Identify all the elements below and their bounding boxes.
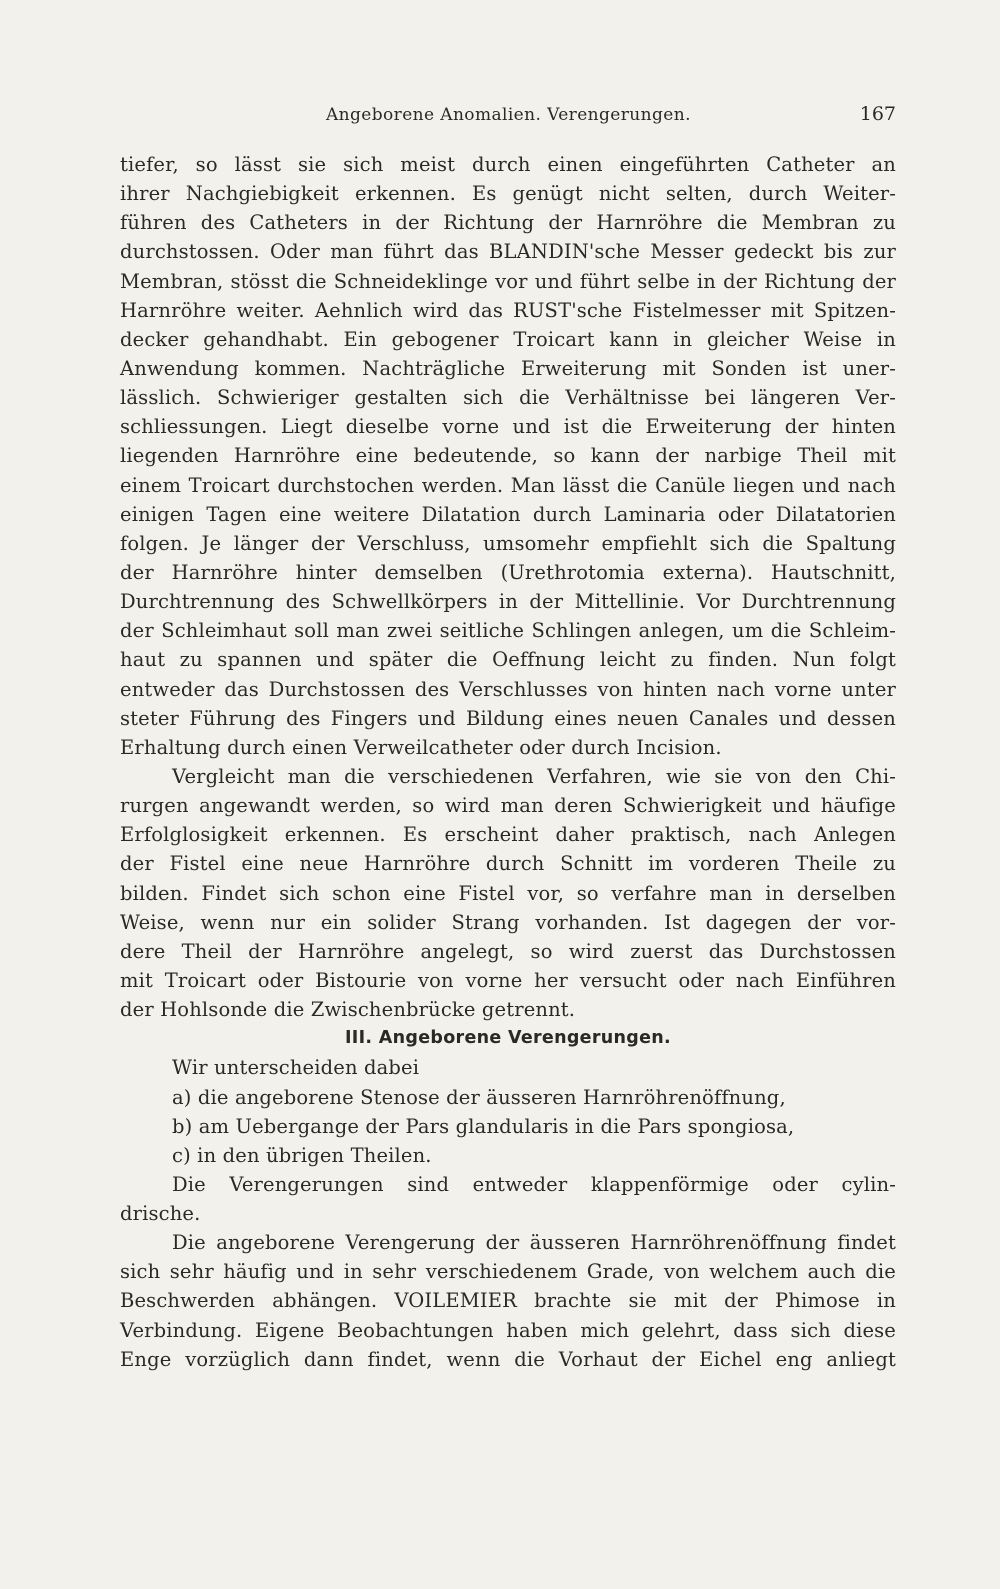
text-line: bilden. Findet sich schon eine Fistel vor, so verfahre man in derselben <box>120 881 896 905</box>
text-line: der Harnröhre hinter demselben (Urethrotomia externa). Hautschnitt, <box>120 560 896 584</box>
text-line: schliessungen. Liegt dieselbe vorne und ist die Erweiterung der hinten <box>120 415 896 439</box>
text-line: ihrer Nachgiebigkeit erkennen. Es genügt nicht selten, durch Weiter- <box>120 182 896 206</box>
text-line: drische. <box>120 1202 201 1226</box>
text-line: der Schleimhaut soll man zwei seitliche Schlingen anlegen, um die Schleim- <box>120 619 896 643</box>
text-line: Beschwerden abhängen. VOILEMIER brachte sie mit der Phimose in <box>120 1289 896 1313</box>
text-line: Durchtrennung des Schwellkörpers in der Mittellinie. Vor Durchtrennung <box>120 590 896 614</box>
text-line: liegenden Harnröhre eine bedeutende, so kann der narbige Theil mit <box>120 444 896 468</box>
text-line: tiefer, so lässt sie sich meist durch einen eingeführten Catheter an <box>120 153 896 176</box>
text-line: Weise, wenn nur ein solider Strang vorhanden. Ist dagegen der vor- <box>120 910 896 934</box>
text-line: a) die angeborene Stenose der äusseren Harnröhrenöffnung, <box>172 1085 786 1109</box>
text-line: Verbindung. Eigene Beobachtungen haben mich gelehrt, dass sich diese <box>120 1318 896 1342</box>
text-line: Enge vorzüglich dann findet, wenn die Vorhaut der Eichel eng anliegt <box>120 1347 896 1371</box>
text-line: der Fistel eine neue Harnröhre durch Schnitt im vorderen Theile zu <box>120 852 896 876</box>
text-line: folgen. Je länger der Verschluss, umsomehr empfiehlt sich die Spaltung <box>120 531 896 555</box>
running-title: Angeborene Anomalien. Verengerungen. <box>326 105 691 125</box>
text-line: decker gehandhabt. Ein gebogener Troicart kann in gleicher Weise in <box>120 327 896 351</box>
running-head <box>120 101 896 131</box>
text-line: dere Theil der Harnröhre angelegt, so wird zuerst das Durchstossen <box>120 939 896 963</box>
text-line: Membran, stösst die Schneideklinge vor und führt selbe in der Richtung der <box>120 269 896 293</box>
text-line: Die angeborene Verengerung der äusseren Harnröhrenöffnung findet <box>172 1231 896 1255</box>
section-heading: III. Angeborene Verengerungen. <box>345 1028 671 1049</box>
text-line: sich sehr häufig und in sehr verschiedenem Grade, von welchem auch die <box>120 1260 896 1284</box>
text-line: Erfolglosigkeit erkennen. Es erscheint daher praktisch, nach Anlegen <box>120 823 896 847</box>
text-line: der Hohlsonde die Zwischenbrücke getrennt. <box>120 998 576 1022</box>
text-line: Harnröhre weiter. Aehnlich wird das RUST'sche Fistelmesser mit Spitzen- <box>120 298 896 322</box>
text-line: lässlich. Schwieriger gestalten sich die Verhältnisse bei längeren Ver- <box>120 386 896 410</box>
text-line: rurgen angewandt werden, so wird man deren Schwierigkeit und häufige <box>120 794 896 818</box>
body-text <box>120 150 896 1374</box>
text-line: mit Troicart oder Bistourie von vorne her versucht oder nach Einführen <box>120 968 896 992</box>
text-line: einigen Tagen eine weitere Dilatation durch Laminaria oder Dilatatorien <box>120 502 896 526</box>
text-line: durchstossen. Oder man führt das BLANDIN'sche Messer gedeckt bis zur <box>120 240 896 264</box>
text-line: Erhaltung durch einen Verweilcatheter oder durch Incision. <box>120 735 722 759</box>
text-line: führen des Catheters in der Richtung der Harnröhre die Membran zu <box>120 211 896 235</box>
text-line: Die Verengerungen sind entweder klappenförmige oder cylin- <box>172 1172 896 1196</box>
text-line: Anwendung kommen. Nachträgliche Erweiterung mit Sonden ist uner- <box>120 356 896 380</box>
text-line: Wir unterscheiden dabei <box>172 1056 420 1080</box>
text-line: haut zu spannen und später die Oeffnung leicht zu finden. Nun folgt <box>120 648 896 672</box>
text-line: Vergleicht man die verschiedenen Verfahren, wie sie von den Chi- <box>172 764 896 788</box>
text-line: steter Führung des Fingers und Bildung eines neuen Canales und dessen <box>120 706 896 730</box>
text-line: einem Troicart durchstochen werden. Man lässt die Canüle liegen und nach <box>120 473 896 497</box>
text-line: c) in den übrigen Theilen. <box>172 1143 432 1167</box>
text-line: entweder das Durchstossen des Verschlusses von hinten nach vorne unter <box>120 677 896 701</box>
text-line: b) am Uebergange der Pars glandularis in die Pars spongiosa, <box>172 1114 795 1138</box>
page-number: 167 <box>859 103 896 125</box>
